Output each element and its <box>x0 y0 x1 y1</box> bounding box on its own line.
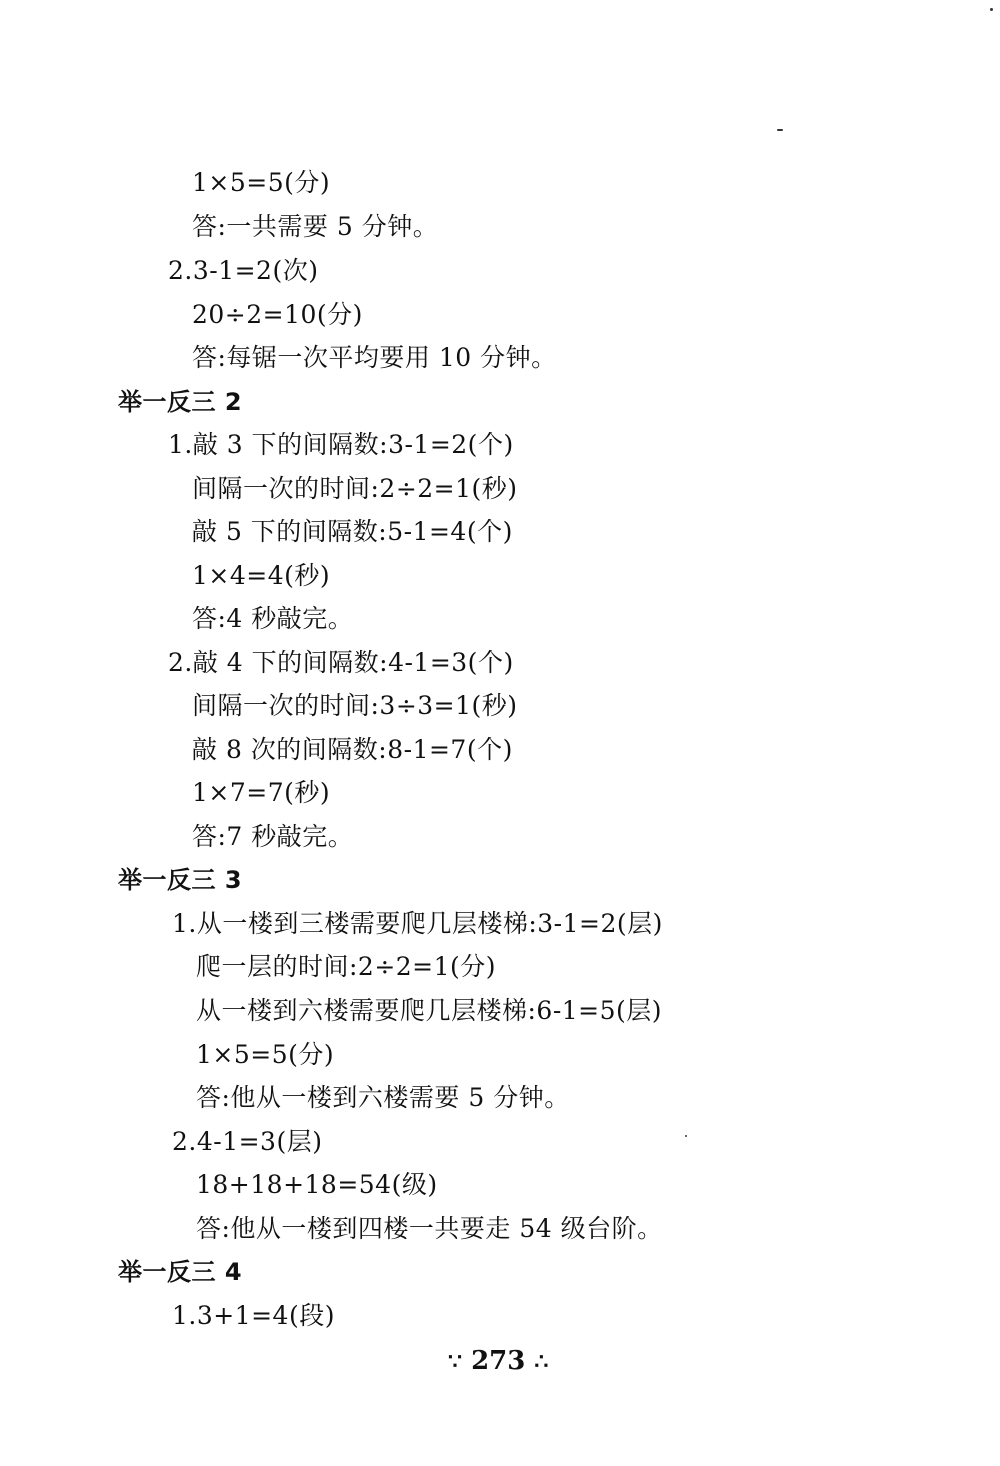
section-heading: 举一反三 2 <box>118 388 243 416</box>
section-heading: 举一反三 3 <box>118 866 243 894</box>
text-line: 答:每锯一次平均要用 10 分钟。 <box>192 343 557 372</box>
page-number-text: 273 <box>471 1346 526 1376</box>
text-line: 从一楼到六楼需要爬几层楼梯:6-1=5(层) <box>196 996 663 1025</box>
text-line: 1×7=7(秒) <box>192 778 331 807</box>
dots-ornament-left-icon: ∵ <box>448 1349 462 1375</box>
section-heading: 举一反三 4 <box>118 1258 243 1286</box>
text-line: 答:他从一楼到四楼一共要走 54 级台阶。 <box>196 1214 663 1243</box>
text-line: 1.3+1=4(段) <box>172 1301 335 1330</box>
text-line: 1×4=4(秒) <box>192 561 331 590</box>
text-line: 1×5=5(分) <box>196 1040 335 1069</box>
text-line: 答:他从一楼到六楼需要 5 分钟。 <box>196 1083 570 1112</box>
text-line: 2.4-1=3(层) <box>172 1127 323 1156</box>
text-line: 答:一共需要 5 分钟。 <box>192 212 439 241</box>
text-line: 18+18+18=54(级) <box>196 1170 438 1199</box>
scan-speck <box>685 1135 687 1137</box>
page-number <box>448 1346 548 1377</box>
text-line: 答:4 秒敲完。 <box>192 604 354 633</box>
text-line: 2.3-1=2(次) <box>168 256 319 285</box>
text-line: 敲 5 下的间隔数:5-1=4(个) <box>192 517 513 546</box>
scan-speck <box>777 129 783 131</box>
text-line: 间隔一次的时间:2÷2=1(秒) <box>192 474 518 503</box>
text-line: 答:7 秒敲完。 <box>192 822 354 851</box>
text-line: 敲 8 次的间隔数:8-1=7(个) <box>192 735 513 764</box>
dots-ornament-right-icon: ∴ <box>534 1349 549 1375</box>
scan-speck <box>990 8 993 11</box>
text-line: 爬一层的时间:2÷2=1(分) <box>196 952 497 981</box>
text-line: 2.敲 4 下的间隔数:4-1=3(个) <box>168 648 514 677</box>
text-line: 1×5=5(分) <box>192 168 331 197</box>
text-line: 20÷2=10(分) <box>192 300 363 329</box>
text-line: 间隔一次的时间:3÷3=1(秒) <box>192 691 518 720</box>
text-line: 1.从一楼到三楼需要爬几层楼梯:3-1=2(层) <box>172 909 663 938</box>
text-line: 1.敲 3 下的间隔数:3-1=2(个) <box>168 430 514 459</box>
